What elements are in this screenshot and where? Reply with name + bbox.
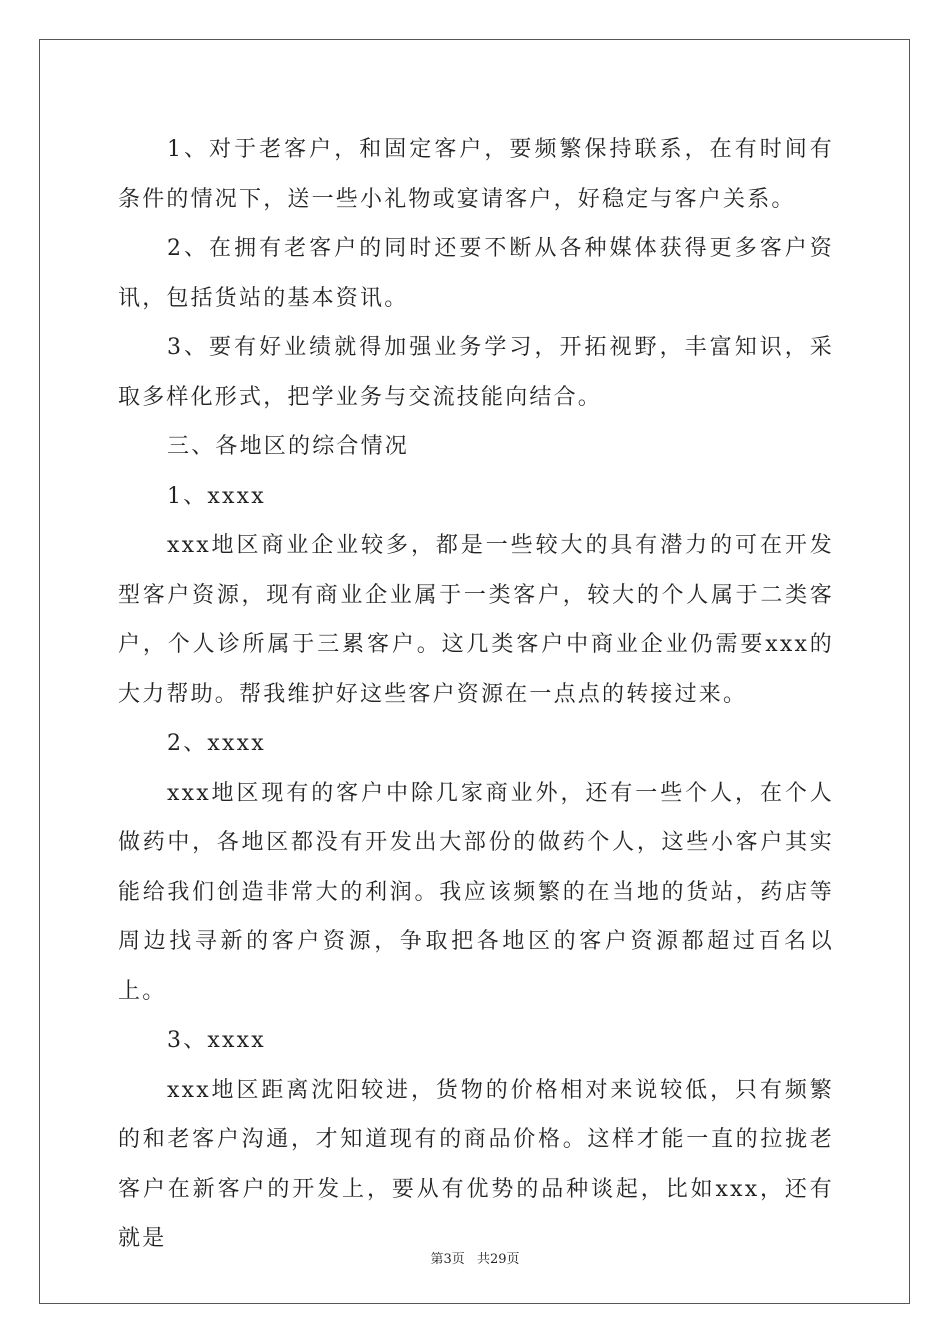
page-total: 共29页 [476,1252,520,1267]
subheading-3: 3、xxxx [167,1028,266,1053]
subheading-2: 2、xxxx [167,731,266,756]
paragraph-1: 1、对于老客户，和固定客户，要频繁保持联系，在有时间有条件的情况下，送一些小礼物或宴请客户，好稳定与客户关系。 [118,137,834,212]
paragraph-3: 3、要有好业绩就得加强业务学习，开拓视野，丰富知识，采取多样化形式，把学业务与交流技能向结合。 [118,335,834,410]
section-heading: 三、各地区的综合情况 [167,434,410,459]
document-body [118,125,834,1264]
subheading-1: 1、xxxx [167,483,266,509]
paragraph-4: xxx地区商业企业较多，都是一些较大的具有潜力的可在开发型客户资源，现有商业企业属于一类客户，较大的个人属于二类客户，个人诊所属于三累客户。这几类客户中商业企业仍需要xxx的大力帮助。帮我维护好这些客户资源在一点点的转接过来。 [118,533,834,707]
page-footer [0,1248,950,1267]
paragraph-5: xxx地区现有的客户中除几家商业外，还有一些个人，在个人做药中，各地区都没有开发出大部份的做药个人，这些小客户其实能给我们创造非常大的利润。我应该频繁的在当地的货站，药店等周边找寻新的客户资源，争取把各地区的客户资源都超过百名以上。 [118,780,834,1004]
paragraph-2: 2、在拥有老客户的同时还要不断从各种媒体获得更多客户资讯，包括货站的基本资讯。 [118,236,834,311]
page-number: 第3页 [430,1252,465,1267]
paragraph-6: xxx地区距离沈阳较进，货物的价格相对来说较低，只有频繁的和老客户沟通，才知道现有的商品价格。这样才能一直的拉拢老客户在新客户的开发上，要从有优势的品种谈起，比如xxx，还有就是 [118,1077,834,1251]
